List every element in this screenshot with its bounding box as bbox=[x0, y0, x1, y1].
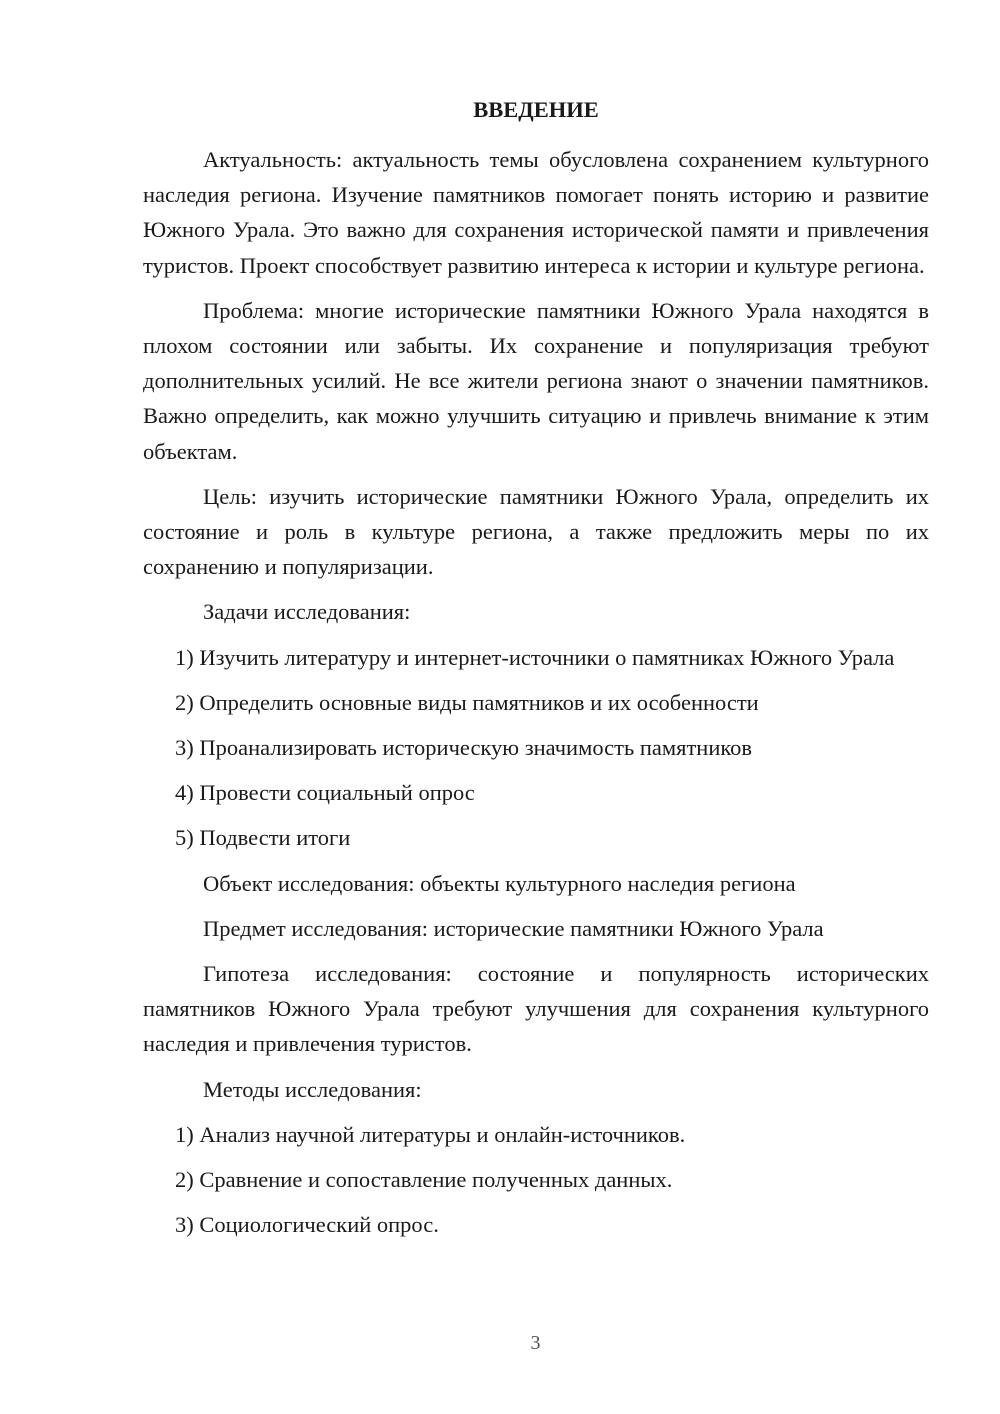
page-number: 3 bbox=[530, 1332, 541, 1354]
research-object: Объект исследования: объекты культурного наследия региона bbox=[203, 870, 796, 896]
relevance-paragraph: Актуальность: актуальность темы обусловлена сохранением культурного наследия региона. Изучение памятников помогает понять историю и развитие Южного Урала. Это важно для сохранения исторической памяти и привлечения туристов. Проект способствует развитию интереса к истории и культуре региона. bbox=[143, 147, 929, 278]
section-title: ВВЕДЕНИЕ bbox=[473, 97, 599, 122]
document-page bbox=[143, 92, 929, 1252]
tasks-heading: Задачи исследования: bbox=[203, 599, 411, 625]
problem-paragraph: Проблема: многие исторические памятники Южного Урала находятся в плохом состоянии или забыты. Их сохранение и популяризация требуют дополнительных усилий. Не все жители региона знают о значении памятников. Важно определить, как можно улучшить ситуацию и привлечь внимание к этим объектам. bbox=[143, 297, 929, 464]
methods-heading: Методы исследования: bbox=[203, 1076, 422, 1102]
method-item: 3) Социологический опрос. bbox=[175, 1212, 439, 1238]
goal-paragraph: Цель: изучить исторические памятники Южного Урала, определить их состояние и роль в культуре региона, а также предложить меры по их сохранению и популяризации. bbox=[143, 483, 929, 580]
research-subject: Предмет исследования: исторические памятники Южного Урала bbox=[203, 915, 824, 941]
task-item: 1) Изучить литературу и интернет-источники о памятниках Южного Урала bbox=[175, 644, 895, 670]
task-item: 5) Подвести итоги bbox=[175, 825, 351, 851]
task-item: 2) Определить основные виды памятников и их особенности bbox=[175, 689, 759, 715]
hypothesis-paragraph: Гипотеза исследования: состояние и популярность исторических памятников Южного Урала требуют улучшения для сохранения культурного наследия и привлечения туристов. bbox=[143, 961, 929, 1057]
task-item: 3) Проанализировать историческую значимость памятников bbox=[175, 735, 753, 761]
method-item: 1) Анализ научной литературы и онлайн-источников. bbox=[175, 1121, 686, 1147]
method-item: 2) Сравнение и сопоставление полученных данных. bbox=[175, 1167, 673, 1193]
task-item: 4) Провести социальный опрос bbox=[175, 780, 475, 806]
